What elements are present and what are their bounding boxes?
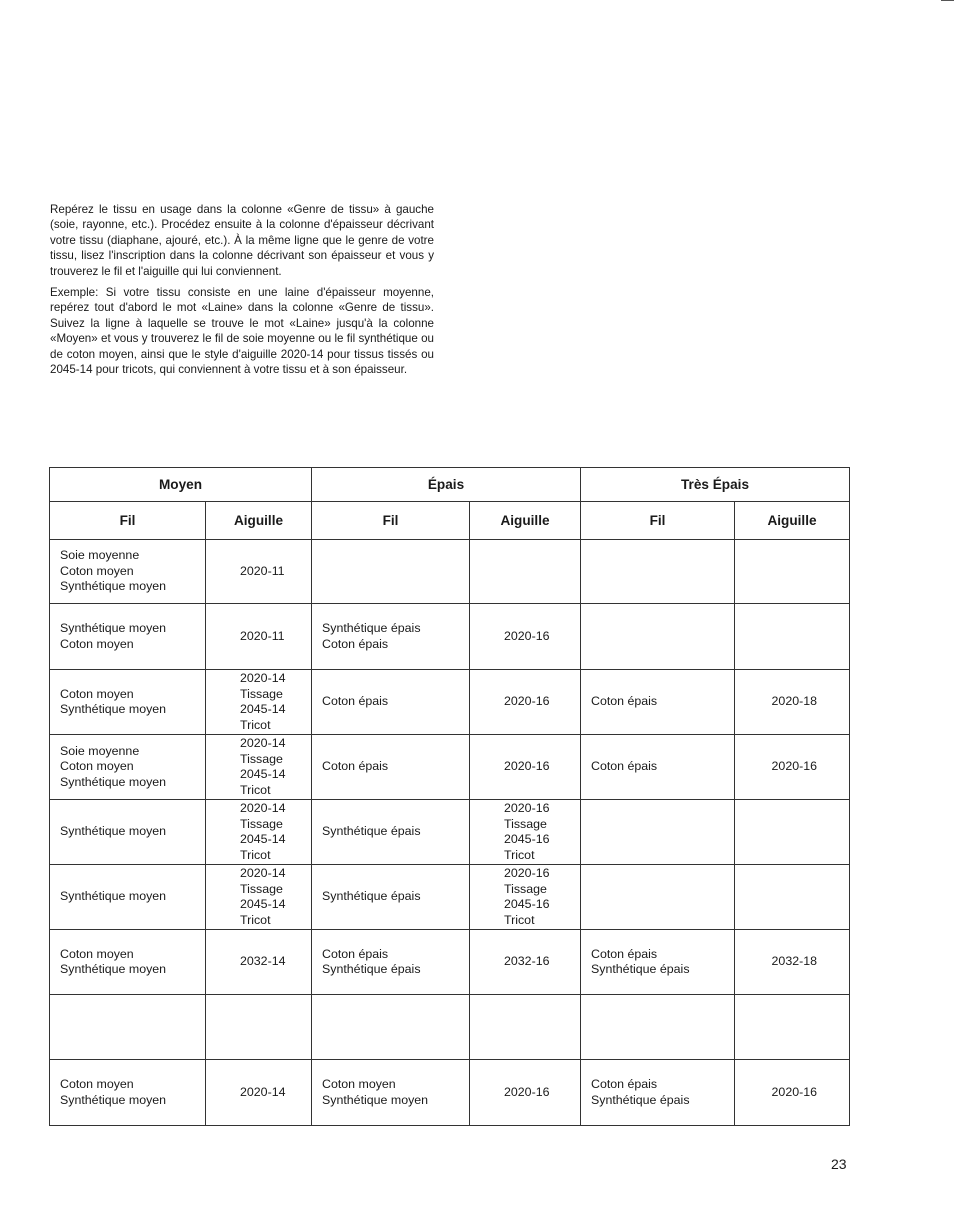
epais-aiguille-cell-text: 2032-16	[504, 954, 550, 969]
tres-epais-aiguille-cell	[735, 540, 850, 604]
tres-epais-fil-cell-text: Coton épais	[591, 694, 658, 709]
moyen-fil-cell	[50, 930, 206, 995]
epais-aiguille-cell-text: 2020-16	[504, 801, 550, 815]
tres-epais-aiguille-cell-text: 2020-16	[771, 759, 818, 774]
moyen-fil-cell-text: Coton moyen	[60, 1077, 134, 1091]
epais-aiguille-cell	[470, 540, 581, 604]
epais-aiguille-cell	[470, 930, 581, 995]
epais-aiguille-cell-text: Tricot	[504, 912, 535, 927]
moyen-aiguille-cell-text: Tissage	[240, 686, 283, 701]
moyen-fil-cell-text: Coton moyen	[60, 686, 134, 701]
moyen-aiguille-cell-text: 2020-14	[240, 801, 286, 815]
epais-fil-cell-text: Coton épais	[322, 636, 389, 651]
moyen-fil-cell	[50, 735, 206, 800]
epais-aiguille-cell-text: Tissage	[504, 881, 547, 896]
moyen-aiguille-cell-text: Tissage	[240, 751, 283, 766]
tres-epais-fil-cell-text: Coton épais	[591, 759, 658, 774]
epais-fil-cell-text: Synthétique épais	[322, 962, 421, 976]
moyen-fil-cell-text: Synthétique moyen	[60, 621, 167, 635]
table-row	[50, 540, 850, 604]
moyen-aiguille-cell-text: 2020-11	[240, 563, 285, 578]
table-row	[50, 604, 850, 670]
epais-fil-cell	[312, 540, 470, 604]
moyen-fil-cell-text: Synthétique moyen	[60, 774, 167, 789]
epais-fil-cell-text: Synthétique épais	[322, 889, 421, 904]
moyen-fil-cell-text: Synthétique moyen	[60, 824, 167, 839]
epais-fil-cell	[312, 930, 470, 995]
table-row	[50, 670, 850, 735]
group-header-tres-epais: Très Épais	[581, 468, 850, 502]
group-header-epais: Épais	[312, 468, 581, 502]
epais-fil-cell	[312, 735, 470, 800]
moyen-aiguille-cell-text: Tricot	[240, 717, 271, 732]
moyen-fil-cell	[50, 540, 206, 604]
tres-epais-fil-cell-text: Synthétique épais	[591, 1092, 690, 1107]
moyen-aiguille-cell-text: 2045-14	[240, 832, 286, 846]
tres-epais-fil-cell	[581, 865, 735, 930]
moyen-fil-cell	[50, 995, 206, 1060]
epais-fil-cell	[312, 865, 470, 930]
epais-fil-cell-text: Coton épais	[322, 694, 389, 709]
epais-fil-cell-text: Coton épais	[322, 759, 389, 774]
moyen-aiguille-cell	[206, 865, 312, 930]
epais-aiguille-cell-text: Tissage	[504, 816, 547, 831]
corner-mark	[941, 0, 954, 1]
table-row	[50, 995, 850, 1060]
moyen-fil-cell	[50, 670, 206, 735]
tres-epais-fil-cell-text: Synthétique épais	[591, 962, 690, 976]
epais-aiguille-cell-text: Tricot	[504, 847, 535, 862]
moyen-aiguille-cell-text: 2020-14	[240, 736, 286, 750]
intro-paragraph-2: Exemple: Si votre tissu consiste en une laine d'épaisseur moyenne, repérez tout d'abord le mot «Laine» dans la colonne «Genre de tissu». Suivez la ligne à laquelle se trouve le mot «Laine» jusqu'à la colonne «Moyen» et vous y trouverez le fil de soie moyenne ou le fil synthétique ou de coton moyen, ainsi que le style d'aiguille 2020-14 pour tissus tissés ou 2045-14 pour tricots, qui conviennent à votre tissu et à son épaisseur.	[50, 286, 434, 377]
moyen-aiguille-cell	[206, 800, 312, 865]
epais-aiguille-cell-text: 2045-16	[504, 832, 550, 846]
epais-aiguille-cell	[470, 604, 581, 670]
tres-epais-aiguille-cell	[735, 930, 850, 995]
moyen-aiguille-cell-text: 2020-11	[240, 628, 285, 643]
moyen-aiguille-cell-text: 2045-14	[240, 702, 286, 716]
tres-epais-aiguille-cell	[735, 865, 850, 930]
tres-epais-aiguille-cell-text: 2020-18	[771, 694, 818, 709]
epais-fil-cell	[312, 800, 470, 865]
moyen-aiguille-cell-text: Tricot	[240, 912, 271, 927]
epais-aiguille-cell	[470, 865, 581, 930]
tres-epais-fil-cell	[581, 1060, 735, 1126]
subheader-aiguille: Aiguille	[206, 502, 312, 540]
moyen-fil-cell-text: Coton moyen	[60, 636, 134, 651]
epais-aiguille-cell-text: 2020-16	[504, 866, 550, 880]
tres-epais-aiguille-cell	[735, 995, 850, 1060]
moyen-aiguille-cell-text: Tricot	[240, 847, 271, 862]
moyen-aiguille-cell-text: 2020-14	[240, 671, 286, 685]
tres-epais-aiguille-cell	[735, 800, 850, 865]
epais-aiguille-cell-text: 2020-16	[504, 1084, 550, 1099]
moyen-aiguille-cell-text: 2045-14	[240, 767, 286, 781]
epais-aiguille-cell-text: 2020-16	[504, 694, 550, 709]
moyen-fil-cell-text: Soie moyenne	[60, 743, 140, 758]
tres-epais-aiguille-cell	[735, 1060, 850, 1126]
moyen-fil-cell-text: Coton moyen	[60, 759, 134, 774]
moyen-aiguille-cell	[206, 735, 312, 800]
page-number: 23	[831, 1156, 847, 1172]
epais-aiguille-cell	[470, 1060, 581, 1126]
tres-epais-fil-cell	[581, 735, 735, 800]
moyen-aiguille-cell	[206, 670, 312, 735]
epais-fil-cell-text: Synthétique épais	[322, 824, 421, 839]
moyen-aiguille-cell-text: Tissage	[240, 881, 283, 896]
table-row	[50, 735, 850, 800]
thread-needle-table	[49, 467, 850, 1126]
moyen-aiguille-cell	[206, 930, 312, 995]
moyen-fil-cell-text: Coton moyen	[60, 946, 134, 961]
epais-fil-cell-text: Synthétique moyen	[322, 1092, 429, 1107]
moyen-fil-cell-text: Coton moyen	[60, 563, 134, 578]
subheader-fil: Fil	[312, 502, 470, 540]
moyen-aiguille-cell-text: 2032-14	[240, 954, 286, 969]
moyen-fil-cell-text: Synthétique moyen	[60, 889, 167, 904]
moyen-fil-cell-text: Soie moyenne	[60, 548, 140, 563]
epais-aiguille-cell-text: 2045-16	[504, 897, 550, 911]
epais-fil-cell	[312, 995, 470, 1060]
epais-aiguille-cell	[470, 995, 581, 1060]
epais-fil-cell-text: Synthétique épais	[322, 621, 421, 635]
intro-paragraph-1: Repérez le tissu en usage dans la colonne «Genre de tissu» à gauche (soie, rayonne, etc.). Procédez ensuite à la colonne d'épaisseur décrivant votre tissu (diaphane, ajouré, etc.). À la même ligne que le genre de votre tissu, lisez l'inscription dans la colonne décrivant son épaisseur et vous y trouverez le fil et l'aiguille qui lui conviennent.	[50, 203, 434, 278]
subheader-aiguille: Aiguille	[470, 502, 581, 540]
tres-epais-aiguille-cell	[735, 735, 850, 800]
moyen-aiguille-cell	[206, 604, 312, 670]
subheader-aiguille: Aiguille	[735, 502, 850, 540]
moyen-aiguille-cell-text: 2020-14	[240, 866, 286, 880]
tres-epais-fil-cell	[581, 540, 735, 604]
epais-fil-cell	[312, 604, 470, 670]
table-row	[50, 800, 850, 865]
moyen-aiguille-cell-text: Tissage	[240, 816, 283, 831]
moyen-fil-cell-text: Synthétique moyen	[60, 962, 167, 976]
moyen-fil-cell	[50, 800, 206, 865]
epais-aiguille-cell	[470, 800, 581, 865]
moyen-aiguille-cell	[206, 540, 312, 604]
epais-aiguille-cell-text: 2020-16	[504, 628, 550, 643]
subheader-fil: Fil	[50, 502, 206, 540]
epais-aiguille-cell-text: 2020-16	[504, 759, 550, 774]
moyen-aiguille-cell-text: 2045-14	[240, 897, 286, 911]
tres-epais-fil-cell	[581, 604, 735, 670]
tres-epais-aiguille-cell	[735, 670, 850, 735]
moyen-fil-cell-text: Synthétique moyen	[60, 702, 167, 716]
tres-epais-aiguille-cell	[735, 604, 850, 670]
moyen-aiguille-cell-text: Tricot	[240, 782, 271, 797]
tres-epais-aiguille-cell-text: 2020-16	[771, 1084, 818, 1099]
epais-aiguille-cell	[470, 670, 581, 735]
tres-epais-fil-cell	[581, 670, 735, 735]
epais-fil-cell-text: Coton épais	[322, 946, 389, 961]
tres-epais-fil-cell	[581, 800, 735, 865]
moyen-aiguille-cell-text: 2020-14	[240, 1084, 286, 1099]
moyen-fil-cell	[50, 1060, 206, 1126]
epais-aiguille-cell	[470, 735, 581, 800]
tres-epais-fil-cell	[581, 930, 735, 995]
epais-fil-cell	[312, 670, 470, 735]
subheader-fil: Fil	[581, 502, 735, 540]
table-row	[50, 930, 850, 995]
moyen-fil-cell	[50, 865, 206, 930]
moyen-fil-cell-text: Synthétique moyen	[60, 579, 167, 594]
moyen-fil-cell-text: Synthétique moyen	[60, 1092, 167, 1107]
group-header-moyen: Moyen	[50, 468, 312, 502]
epais-fil-cell-text: Coton moyen	[322, 1077, 396, 1091]
tres-epais-fil-cell-text: Coton épais	[591, 1077, 658, 1091]
intro-text	[50, 202, 434, 383]
moyen-aiguille-cell	[206, 995, 312, 1060]
moyen-fil-cell	[50, 604, 206, 670]
moyen-aiguille-cell	[206, 1060, 312, 1126]
tres-epais-fil-cell-text: Coton épais	[591, 946, 658, 961]
tres-epais-aiguille-cell-text: 2032-18	[771, 954, 818, 969]
table-row	[50, 865, 850, 930]
tres-epais-fil-cell	[581, 995, 735, 1060]
table-row	[50, 1060, 850, 1126]
epais-fil-cell	[312, 1060, 470, 1126]
